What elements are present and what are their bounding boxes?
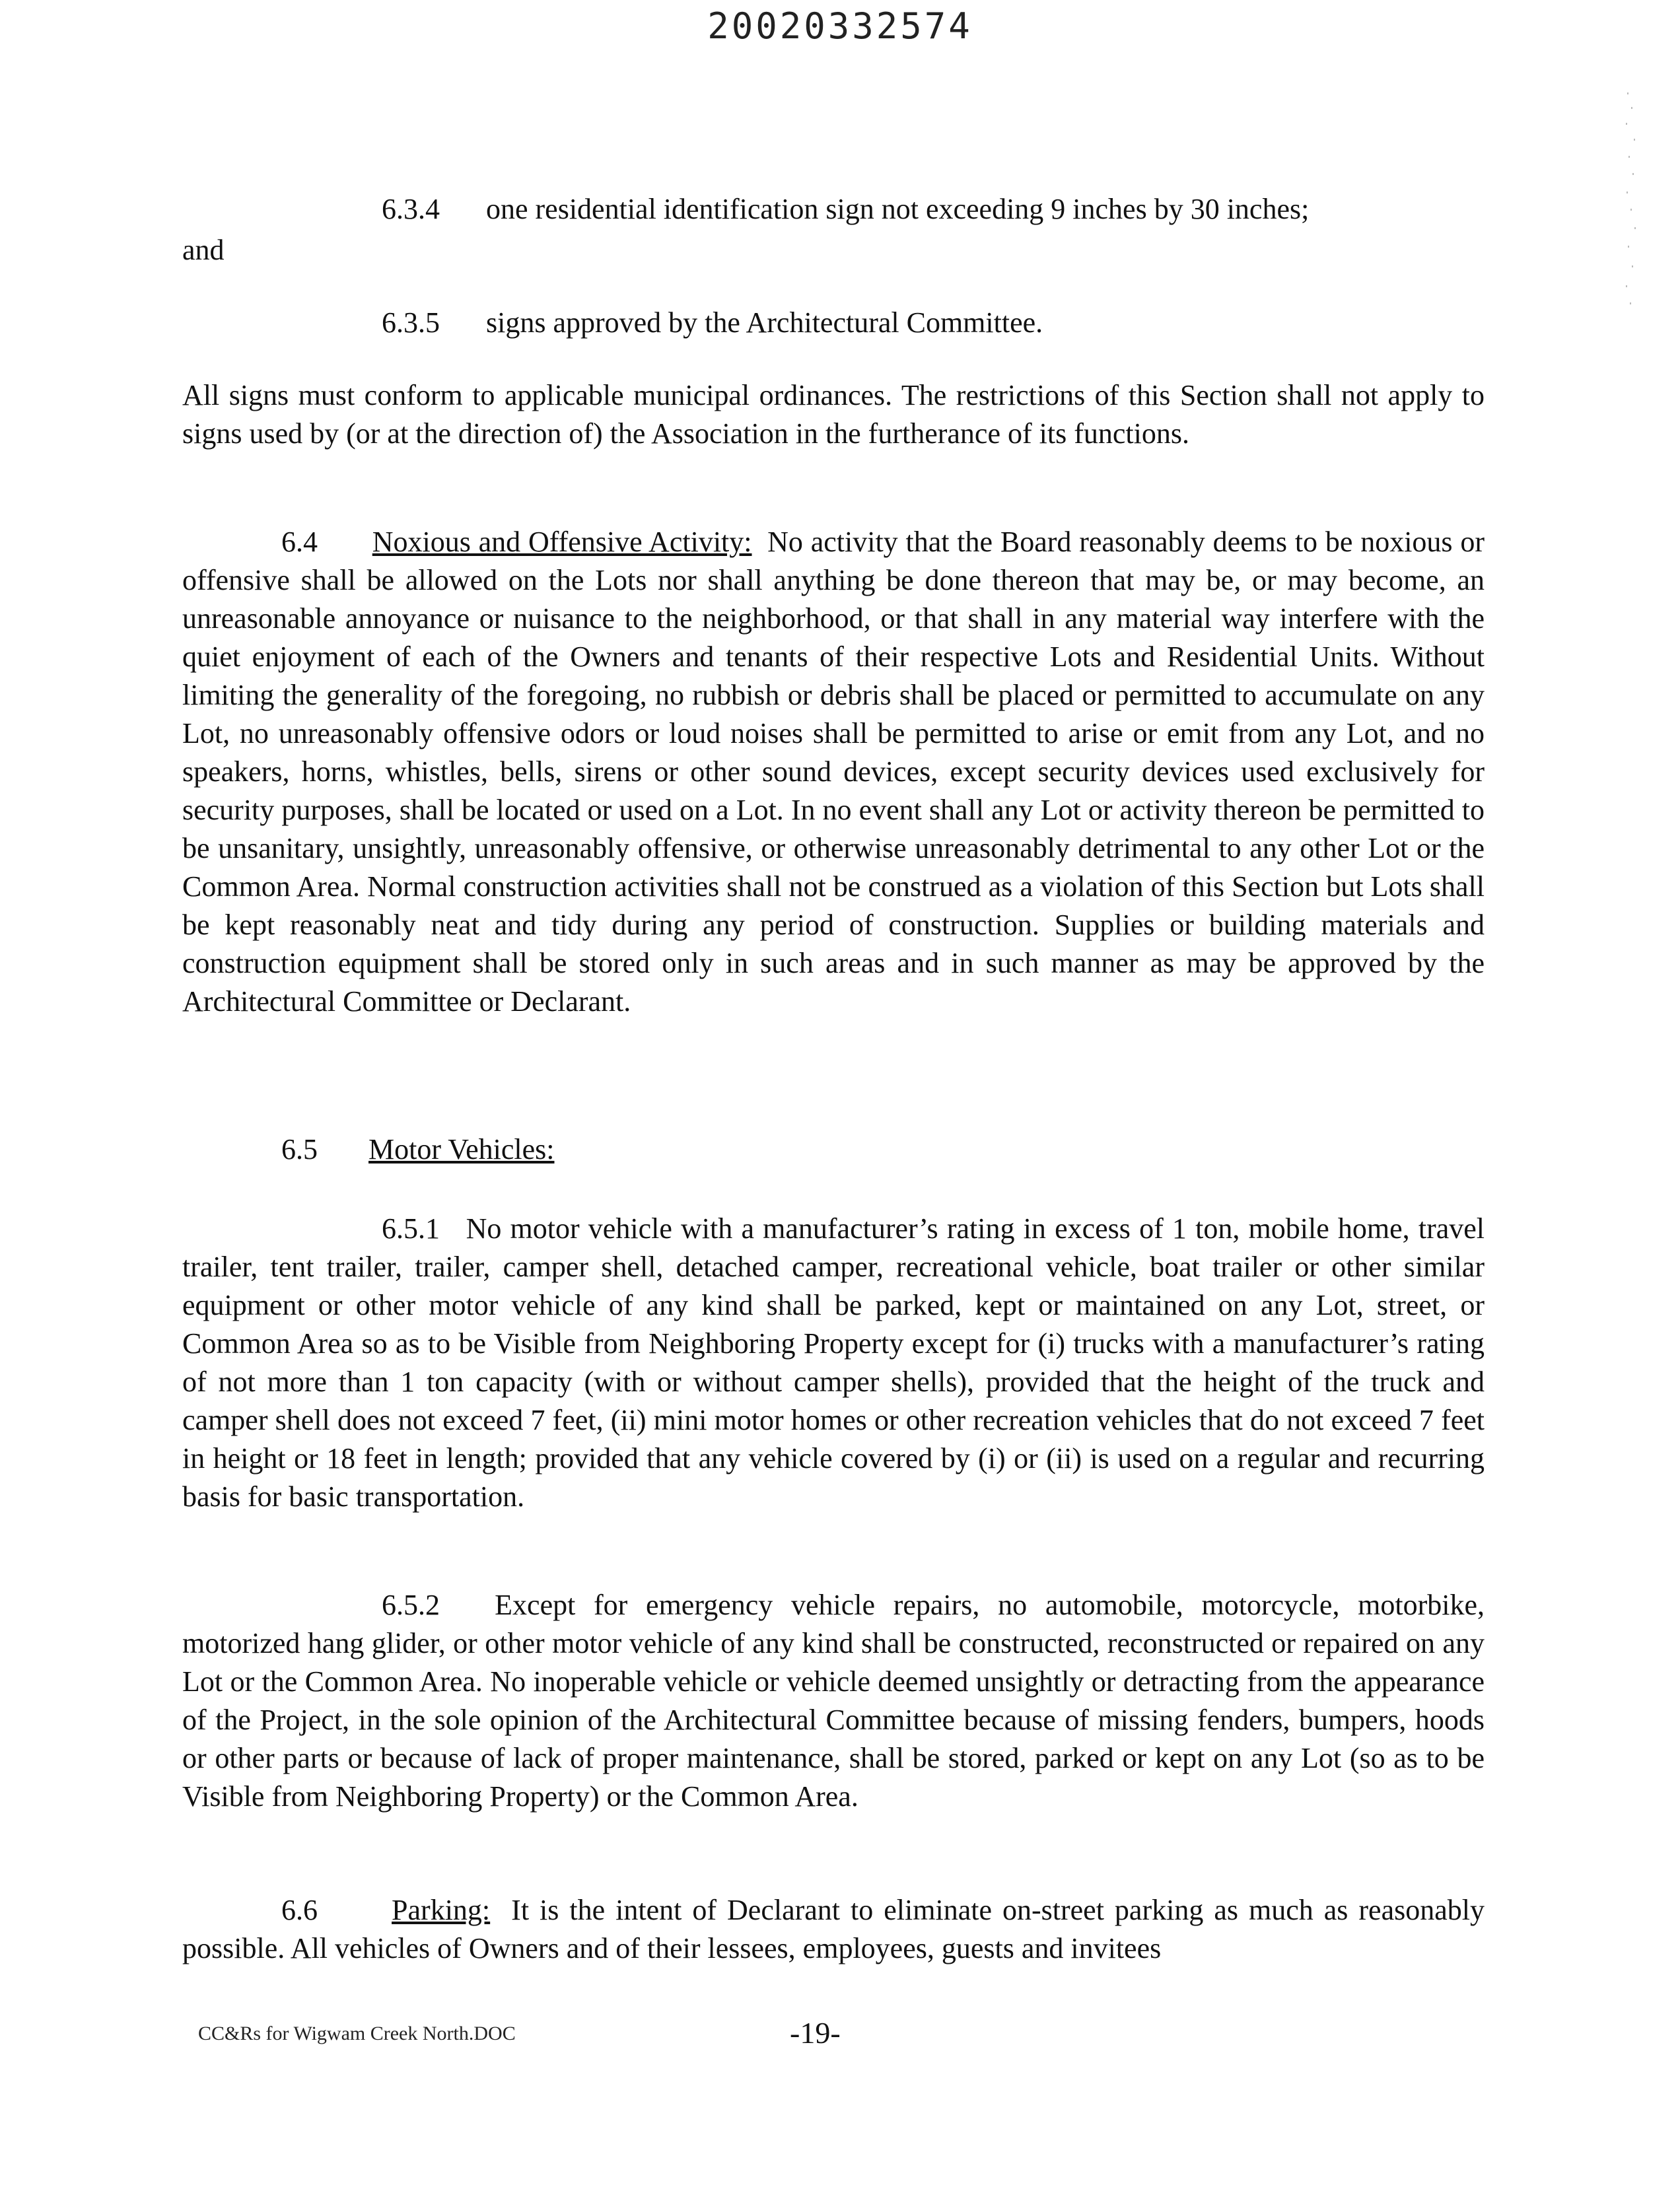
section-number: 6.5.2 bbox=[382, 1589, 440, 1621]
paragraph bbox=[182, 1210, 1485, 1516]
paragraph bbox=[182, 1130, 1485, 1169]
section-title: Parking: bbox=[392, 1894, 491, 1926]
section-text: Except for emergency vehicle repairs, no automobile, motorcycle, motorbike, motorized hang glider, or other motor vehicle of any kind shall be constructed, reconstructed or repaired on any Lot or the Common Area. No inoperable vehicle or vehicle deemed unsightly or detracting from the appearance of the Project, in the sole opinion of the Architectural Committee because of missing fenders, bumpers, hoods or other parts or because of lack of proper maintenance, shall be stored, parked or kept on any Lot (so as to be Visible from Neighboring Property) or the Common Area. bbox=[182, 1589, 1485, 1813]
section-6-5 bbox=[182, 1130, 1485, 1169]
section-title: Motor Vehicles: bbox=[368, 1133, 555, 1165]
section-number: 6.5.1 bbox=[382, 1212, 440, 1245]
paragraph bbox=[182, 1891, 1485, 1968]
section-6-3-4 bbox=[382, 190, 1309, 228]
section-text: No activity that the Board reasonably deems to be noxious or offensive shall be allowed on the Lots nor shall anything be done thereon that may be, or may become, an unreasonable annoyance or nuisance to the neighborhood, or that shall in any material way interfere with the quiet enjoyment of each of the Owners and tenants of their respective Lots and Residential Units. Without limiting the generality of the foregoing, no rubbish or debris shall be placed or permitted to accumulate on any Lot, no unreasonably offensive odors or loud noises shall be permitted to arise or emit from any Lot, and no speakers, horns, whistles, bells, sirens or other sound devices, except security devices used exclusively for security purposes, shall be located or used on a Lot. In no event shall any Lot or activity thereon be permitted to be unsanitary, unsightly, unreasonably offensive, or otherwise unreasonably detrimental to any other Lot or the Common Area. Normal construction activities shall not be construed as a violation of this Section but Lots shall be kept reasonably neat and tidy during any period of construction. Supplies or building materials and construction equipment shall be stored only in such areas and in such manner as may be approved by the Architectural Committee or Declarant. bbox=[182, 526, 1485, 1018]
section-text: signs approved by the Architectural Committee. bbox=[486, 306, 1043, 339]
scan-artifact-marks bbox=[1625, 92, 1639, 310]
section-number: 6.3.4 bbox=[382, 193, 440, 225]
section-6-3-5 bbox=[382, 304, 1043, 342]
section-text: one residential identification sign not exceeding 9 inches by 30 inches; bbox=[486, 193, 1310, 225]
section-6-3-tail bbox=[182, 376, 1485, 453]
document-number: 20020332574 bbox=[707, 5, 973, 47]
footer-filename: CC&Rs for Wigwam Creek North.DOC bbox=[198, 2023, 516, 2044]
section-6-6 bbox=[182, 1891, 1485, 1968]
section-6-5-1 bbox=[182, 1210, 1485, 1516]
section-6-5-2 bbox=[182, 1586, 1485, 1816]
section-text: It is the intent of Declarant to eliminate on-street parking as much as reasonably possible. All vehicles of Owners and of their lessees, employees, guests and invitees bbox=[182, 1894, 1485, 1964]
section-text: No motor vehicle with a manufacturer’s rating in excess of 1 ton, mobile home, travel trailer, tent trailer, trailer, camper shell, detached camper, recreational vehicle, boat trailer or other similar equipment or other motor vehicle of any kind shall be parked, kept or maintained on any Lot, street, or Common Area so as to be Visible from Neighboring Property except for (i) trucks with a manufacturer’s rating of not more than 1 ton capacity (with or without camper shells), provided that the height of the truck and camper shell does not exceed 7 feet, (ii) mini motor homes or other recreation vehicles that do not exceed 7 feet in height or 18 feet in length; provided that any vehicle covered by (i) or (ii) is used on a regular and recurring basis for basic transportation. bbox=[182, 1212, 1485, 1513]
paragraph: All signs must conform to applicable municipal ordinances. The restrictions of this Section shall not apply to signs used by (or at the direction of) the Association in the furtherance of its functions. bbox=[182, 379, 1485, 450]
section-number: 6.6 bbox=[281, 1894, 318, 1926]
footer-page-number: -19- bbox=[790, 2016, 841, 2050]
section-number: 6.4 bbox=[281, 526, 318, 558]
paragraph bbox=[182, 1586, 1485, 1816]
section-number: 6.5 bbox=[281, 1133, 318, 1165]
section-6-3-4-and: and bbox=[182, 234, 225, 266]
section-title: Noxious and Offensive Activity: bbox=[372, 526, 752, 558]
paragraph bbox=[182, 523, 1485, 1021]
section-6-4 bbox=[182, 523, 1485, 1021]
section-number: 6.3.5 bbox=[382, 306, 440, 339]
